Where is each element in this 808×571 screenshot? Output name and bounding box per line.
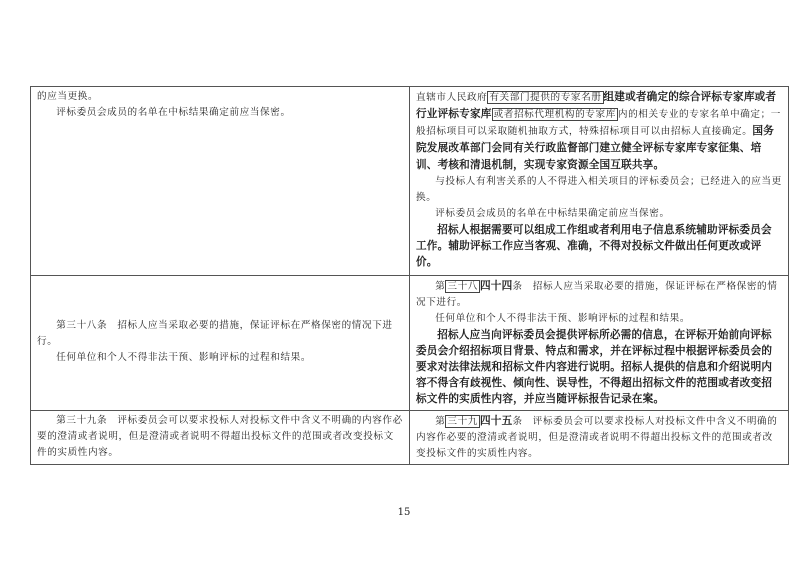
added-text: 四十五 — [479, 415, 513, 427]
page-number: 15 — [397, 507, 411, 518]
table-row — [31, 276, 789, 411]
revised-text-cell — [410, 87, 789, 276]
article-45-paragraph — [416, 413, 782, 462]
added-text: 四十四 — [479, 280, 513, 292]
deleted-text: 或者招标代理机构的专家库 — [493, 109, 616, 120]
original-text-cell — [31, 411, 410, 465]
original-text-cell — [31, 276, 410, 411]
revised-text-cell — [410, 411, 789, 465]
paragraph: 评标委员会成员的名单在中标结果确定前应当保密。 — [435, 208, 670, 219]
text: 第 — [435, 416, 446, 427]
article-44-paragraph — [416, 278, 782, 311]
table-row — [31, 87, 789, 276]
comparison-table — [30, 86, 789, 465]
article-38-paragraph: 第三十八条 招标人应当采取必要的措施，保证评标在严格保密的情况下进行。 — [37, 320, 393, 347]
paragraph: 与投标人有利害关系的人不得进入相关项目的评标委员会；已经进入的应当更换。 — [416, 176, 782, 203]
text: 条 评标委员会可以要求投标人对投标文件中含义不明确的内容作必要的澄清或者说明，但是澄清或者说明不得超出投标文件的范围或者改变投标文件的实质性内容。 — [416, 416, 778, 459]
paragraph: 的应当更换。 — [37, 91, 99, 102]
added-text: 组建或者确定的综合评标专家库或者行业评标专家库 — [416, 91, 777, 120]
revised-text-cell — [410, 276, 789, 411]
paragraph — [416, 89, 782, 174]
added-paragraph: 招标人根据需要可以组成工作组或者利用电子信息系统辅助评标委员会工作。辅助评标工作应当客观、准确，不得对投标文件做出任何更改或评价。 — [416, 224, 772, 268]
paragraph: 任何单位和个人不得非法干预、影响评标的过程和结果。 — [435, 313, 691, 324]
article-39-paragraph: 第三十九条 评标委员会可以要求投标人对投标文件中含义不明确的内容作必要的澄清或者说明，但是澄清或者说明不得超出投标文件的范围或者改变投标文件的实质性内容。 — [37, 415, 403, 458]
deleted-text: 三十九 — [447, 416, 478, 427]
text: 直辖市人民政府 — [416, 92, 488, 103]
text: 条 招标人应当采取必要的措施，保证评标在严格保密的情况下进行。 — [416, 281, 778, 308]
paragraph: 评标委员会成员的名单在中标结果确定前应当保密。 — [56, 107, 291, 118]
deleted-text: 有关部门提供的专家名册 — [489, 92, 602, 103]
added-text: 国务院发展改革部门会同有关行政监督部门建立健全评标专家库专家征集、培训、考核和清退机制，实现专家资源全国互联共享。 — [416, 125, 774, 171]
original-text-cell — [31, 87, 410, 276]
added-paragraph: 招标人应当向评标委员会提供评标所必需的信息，在评标开始前向评标委员会介绍招标项目背景、特点和需求，并在评标过程中根据评标委员会的要求对法律法规和招标文件内容进行说明。招标人提供的信息和介绍说明内容不得含有歧视性、倾向性、误导性，不得超出招标文件的范围或者改变招标文件的实质性内容，并应当随评标报告记录在案。 — [416, 329, 773, 405]
text: 第 — [435, 281, 446, 292]
text: 内的相关专业的专家名单中确定；一般招标项目可以采取随机抽取方式，特殊招标项目可以由招标人直接确定。 — [416, 109, 781, 137]
deleted-text: 三十八 — [447, 281, 478, 292]
table-row — [31, 411, 789, 465]
paragraph: 任何单位和个人不得非法干预、影响评标的过程和结果。 — [56, 352, 312, 363]
